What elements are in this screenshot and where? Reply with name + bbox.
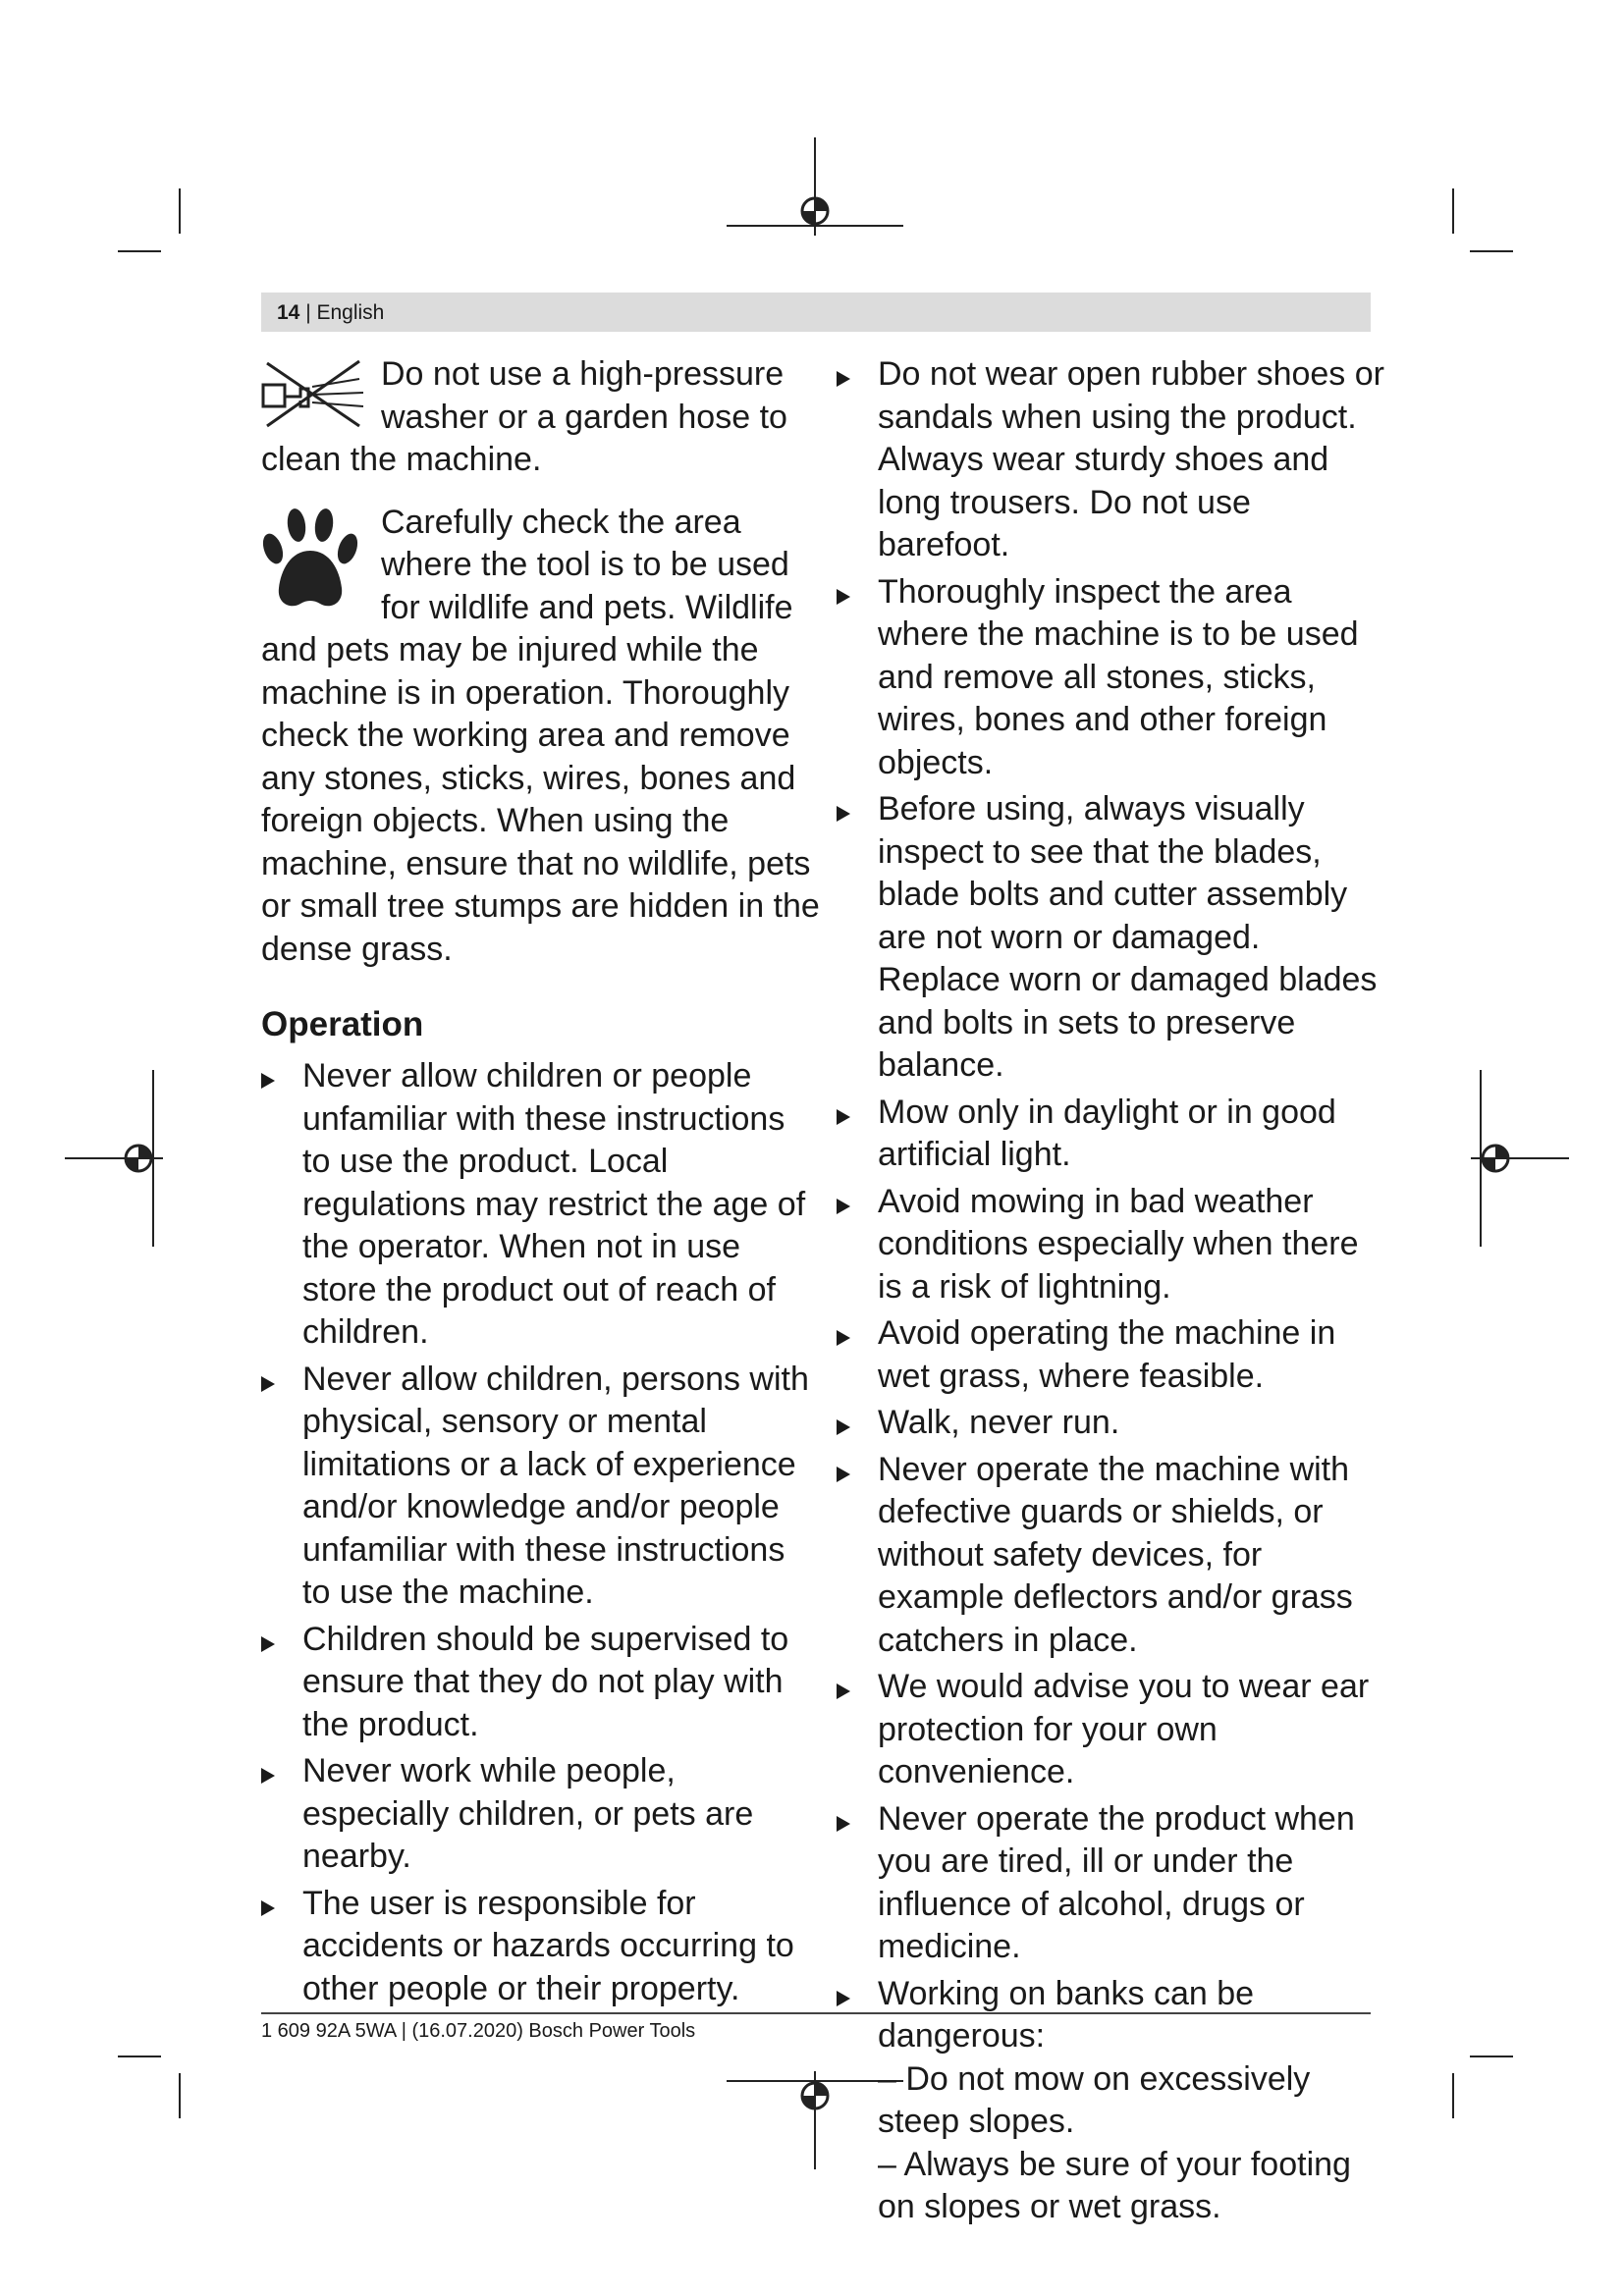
left-column [261,353,821,2014]
list-item-text: Avoid mowing in bad weather conditions especially when there is a risk of lightning. [878,1182,1359,1306]
list-item [261,1883,821,2011]
bullet-triangle-icon [837,1683,850,1699]
list-item-text: Thoroughly inspect the area where the machine is to be used and remove all stones, sticks, wires, bones and other foreign objects. [878,572,1359,781]
banks-title: Working on banks can be dangerous: [878,1974,1255,2055]
page-footer: 1 609 92A 5WA | (16.07.2020) Bosch Power Tools [261,2020,696,2042]
list-item [837,353,1386,567]
list-item [261,1359,821,1615]
crop-mark [118,250,161,252]
hose-warning-text: Do not use a high-pressure washer or a garden hose to clean the machine. [261,355,787,478]
bullet-triangle-icon [837,1467,850,1482]
list-item-text: Never work while people, especially children, or pets are nearby. [302,1752,754,1875]
hose-warning [261,353,821,482]
list-item [837,1092,1386,1177]
crop-mark [1470,250,1513,252]
header-separator: | [299,301,317,324]
list-item-text: Avoid operating the machine in wet grass, where feasible. [878,1314,1336,1395]
list-item [837,1666,1386,1794]
list-item [837,1312,1386,1398]
bullet-triangle-icon [837,1991,850,2006]
list-item-text: Before using, always visually inspect to see that the blades, blade bolts and cutter assembly are not worn or damaged. Replace worn or damaged blades and bolts in sets to preserve balance. [878,790,1378,1084]
footer-divider [261,2012,1371,2014]
banks-warning [862,1973,1386,2229]
operation-list [261,1055,821,2010]
right-column [837,353,1386,2233]
list-item [837,571,1386,785]
list-item [261,1619,821,1747]
list-item [261,1055,821,1355]
bullet-triangle-icon [261,1636,275,1652]
registration-mark-icon [1471,1070,1569,1247]
bullet-triangle-icon [261,1900,275,1916]
list-item-text: Never operate the product when you are tired, ill or under the influence of alcohol, drugs or medicine. [878,1799,1355,1965]
bullet-triangle-icon [261,1376,275,1392]
paw-print-icon [261,506,367,614]
crop-mark [1452,2073,1454,2118]
crop-mark [118,2056,161,2057]
list-item-text: Do not wear open rubber shoes or sandals when using the product. Always wear sturdy shoes and long trousers. Do not use barefoot. [878,355,1384,563]
list-item [837,788,1386,1088]
list-item [837,1402,1386,1445]
bullet-triangle-icon [261,1768,275,1784]
list-item-text: Never operate the machine with defective guards or shields, or without safety devices, for example deflectors and/or grass catchers in place. [878,1450,1353,1659]
bullet-triangle-icon [837,589,850,605]
crop-mark [1470,2056,1513,2057]
list-item-text: Never allow children or people unfamiliar with these instructions to use the product. Local regulations may restrict the age of the operator. When not in use store the product out of reach of children. [302,1057,806,1351]
bullet-triangle-icon [837,1816,850,1832]
list-item-text: Mow only in daylight or in good artificial light. [878,1093,1336,1173]
bullet-triangle-icon [837,1199,850,1214]
header-language: English [316,301,385,324]
bullet-triangle-icon [837,806,850,822]
list-item [837,1973,1386,2229]
bullet-triangle-icon [837,1109,850,1125]
list-item-text: We would advise you to wear ear protection for your own convenience. [878,1668,1370,1790]
list-item [837,1449,1386,1663]
list-item-text: Never allow children, persons with physical, sensory or mental limitations or a lack of experience and/or knowledge and/or people unfamiliar with these instructions to use the machine. [302,1360,809,1611]
banks-line-2: – Always be sure of your footing on slopes or wet grass. [878,2145,1351,2225]
list-item-text: The user is responsible for accidents or hazards occurring to other people or their property. [302,1884,794,2007]
page-number: 14 [277,301,300,324]
banks-line-1: – Do not mow on excessively steep slopes. [878,2059,1311,2140]
operation-heading: Operation [261,1005,424,1043]
bullet-triangle-icon [837,371,850,387]
registration-mark-icon [65,1070,163,1247]
registration-mark-icon [727,137,903,236]
crop-mark [1452,188,1454,234]
list-item [261,1750,821,1879]
wildlife-warning-text: Carefully check the area where the tool is to be used for wildlife and pets. Wildlife and pets may be injured while the machine is in operation. Thoroughly check the working area and remove any stones, sticks, wires, bones and foreign objects. When using the machine, ensure that no wildlife, pets or small tree stumps are hidden in the dense grass. [261,503,820,968]
crop-mark [179,188,181,234]
bullet-triangle-icon [837,1419,850,1435]
list-item-text: Walk, never run. [878,1404,1120,1441]
list-item [837,1181,1386,1309]
bullet-triangle-icon [261,1073,275,1089]
no-hose-icon [261,357,367,430]
page-header-text [277,301,384,325]
list-item-text: Children should be supervised to ensure that they do not play with the product. [302,1620,789,1743]
bullet-triangle-icon [837,1330,850,1346]
safety-list [837,353,1386,2229]
crop-mark [179,2073,181,2118]
page-header [261,293,1371,332]
list-item [837,1798,1386,1969]
wildlife-warning [261,502,821,972]
